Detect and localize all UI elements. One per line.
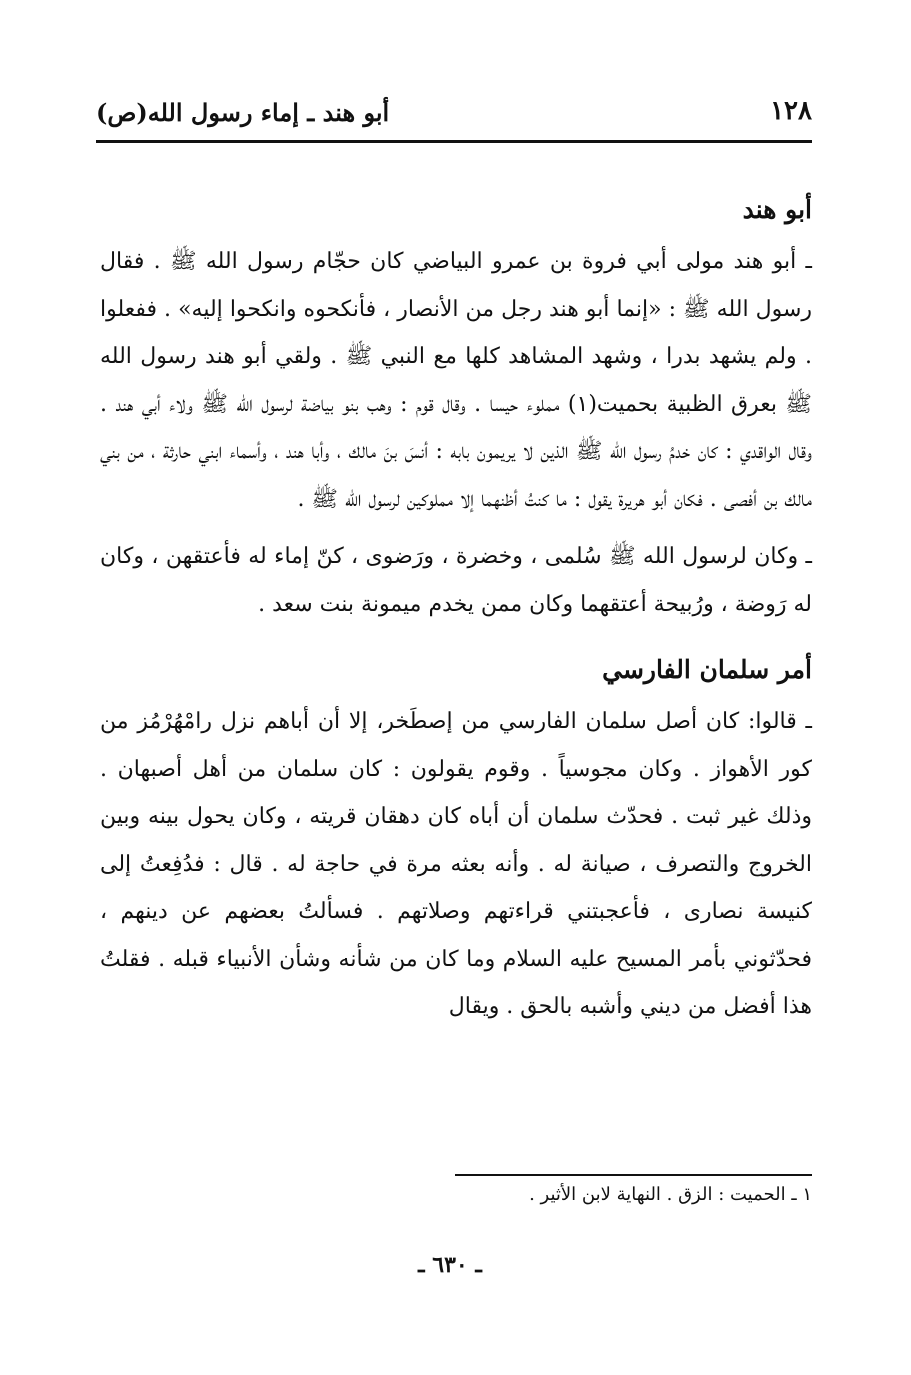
page-body — [100, 188, 812, 1031]
header-divider — [96, 140, 812, 143]
paragraph-gap — [100, 523, 812, 533]
section-heading: أبو هند — [742, 195, 812, 224]
folio-page-number: ـ ٦٣٠ ـ — [418, 1252, 482, 1278]
paragraph: ـ وكان لرسول الله ﷺ سُلمى ، وخضرة ، ورَضوى ، كنّ إماء له فأعتقهن ، وكان له رَوضة ، ورُبيحة أعتقهما وكان ممن يخدم ميمونة بنت سعد . — [100, 544, 812, 617]
paragraph: ـ قالوا: كان أصل سلمان الفارسي من إصطَخر، إلا أن أباهم نزل رامْهُرْمُز من كور الأهواز . وكان مجوسياً . وقوم يقولون : كان سلمان من أهل أصبهان . وذلك غير ثبت . فحدّث سلمان أن أباه كان دهقان قريته ، وكان يحول بينه وبين الخروج والتصرف ، صيانة له . وأنه بعثه مرة في حاجة له . قال : فدُفِعتُ إلى كنيسة نصارى ، فأعجبتني قراءتهم وصلاتهم . فسألتُ بعضهم عن دينهم ، فحدّثوني بأمر المسيح عليه السلام وما كان من شأنه وشأن الأنبياء قبله . فقلتُ هذا أفضل من ديني وأشبه بالحق . ويقال — [100, 709, 812, 1019]
section-abu-hind — [100, 188, 812, 628]
section-salman — [100, 648, 812, 1031]
footnote: ١ ـ الحميت : الزق . النهاية لابن الأثير . — [529, 1184, 812, 1205]
page-header — [96, 92, 812, 132]
section-heading: أمر سلمان الفارسي — [602, 655, 812, 684]
header-page-number: ١٢٨ — [770, 96, 812, 126]
paragraph: ـ أبو هند مولى أبي فروة بن عمرو البياضي كان حجّام رسول الله ﷺ . فقال رسول الله ﷺ : «إنما أبو هند رجل من الأنصار ، فأنكحوه وانكحوا إليه» . ففعلوا . ولم يشهد بدرا ، وشهد المشاهد كلها مع النبي ﷺ . ولقي أبو هند رسول الله ﷺ بعرق الظبية بحميت(١) مملوء حيسا . وقال قوم : وهب بنو بياضة لرسول الله ﷺ ولاء أبي هند . وقال الواقدي : كان خدمُ رسول الله ﷺ الذين لا يريمون بابه : أنسَ بنَ مالك ، وأبا هند ، وأسماء ابني حارثة ، من بني مالك بن أفصى . فكان أبو هريرة يقول : ما كنتُ أظنهما إلا مملوكين لرسول الله ﷺ . — [100, 249, 812, 512]
running-title: أبو هند ـ إماء رسول الله(ص) — [96, 98, 390, 127]
section-gap — [100, 628, 812, 648]
footnote-divider — [455, 1174, 812, 1176]
